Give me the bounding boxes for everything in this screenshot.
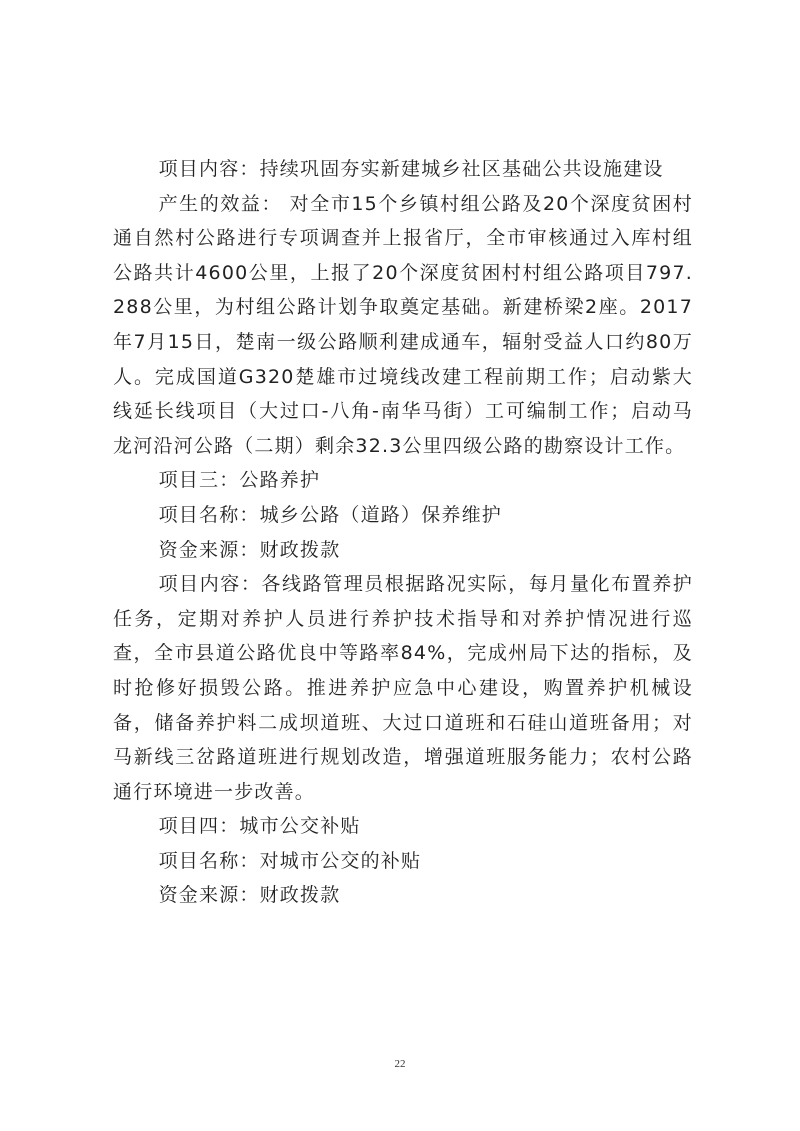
document-body <box>113 152 693 913</box>
page-number: 22 <box>394 1058 406 1070</box>
paragraph-project-four-heading: 项目四：城市公交补贴 <box>158 815 361 838</box>
paragraph-project-three-heading: 项目三：公路养护 <box>158 469 321 492</box>
paragraph-benefits: 产生的效益： 对全市15个乡镇村组公路及20个深度贫困村通自然村公路进行专项调查并上报省厅，全市审核通过入库村组公路共计4600公里，上报了20个深度贫困村村组公路项目797.288公里，为村组公路计划争取奠定基础。新建桥梁2座。2017年7月15日，楚南一级公路顺利建成通车，辐射受益人口约80万人。完成国道G320楚雄市过境线改建工程前期工作；启动紫大线延长线项目（大过口-八角-南华马街）工可编制工作；启动马龙河沿河公路（二期）剩余32.3公里四级公路的勘察设计工作。 <box>113 192 693 457</box>
paragraph-project-content: 项目内容：持续巩固夯实新建城乡社区基础公共设施建设 <box>158 158 664 180</box>
paragraph-project-four-name: 项目名称：对城市公交的补贴 <box>158 849 422 872</box>
paragraph-project-three-name: 项目名称：城乡公路（道路）保养维护 <box>158 503 502 526</box>
paragraph-project-four-funding: 资金来源：财政拨款 <box>158 884 341 907</box>
paragraph-project-three-funding: 资金来源：财政拨款 <box>158 538 341 561</box>
paragraph-project-three-content: 项目内容：各线路管理员根据路况实际，每月量化布置养护任务，定期对养护人员进行养护技术指导和对养护情况进行巡查，全市县道公路优良中等路率84%，完成州局下达的指标，及时抢修好损毁公路。推进养护应急中心建设，购置养护机械设备，储备养护料二成坝道班、大过口道班和石硅山道班备用；对马新线三岔路道班进行规划改造，增强道班服务能力；农村公路通行环境进一步改善。 <box>113 573 693 803</box>
